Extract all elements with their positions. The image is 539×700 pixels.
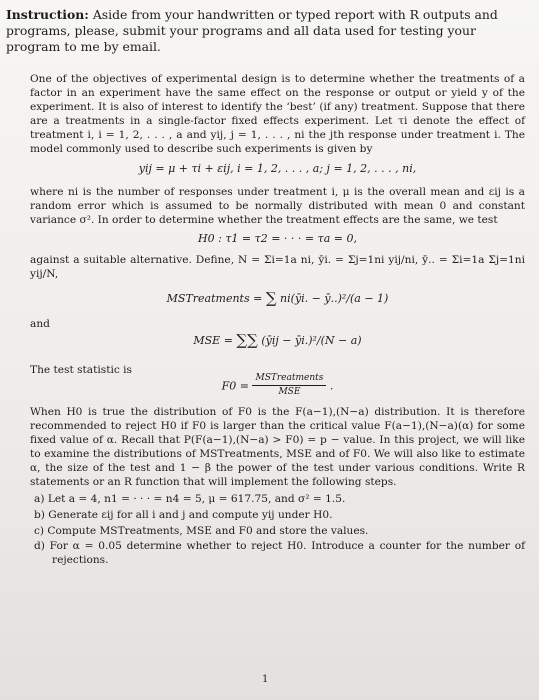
page-number: 1	[262, 674, 269, 685]
list-item: a) Let a = 4, n1 = · · · = n4 = 5, μ = 617.75, and σ² = 1.5.	[34, 492, 346, 505]
sum-symbol: ∑	[265, 288, 277, 307]
f0-lhs: F0 =	[221, 378, 249, 392]
ms-treatments-rhs: ni(ȳi. − ȳ..)²/(a − 1)	[280, 291, 389, 305]
null-hypothesis: H0 : τ1 = τ2 = · · · = τa = 0,	[198, 232, 357, 246]
list-item: c) Compute MSTreatments, MSE and F0 and store the values.	[34, 524, 369, 537]
model-equation: yij = μ + τi + εij, i = 1, 2, . . . , a; j = 1, 2, . . . , ni,	[138, 162, 417, 176]
mse-rhs: (ȳij − ȳi.)²/(N − a)	[261, 333, 362, 347]
problem-body	[30, 73, 525, 568]
definitions-paragraph: against a suitable alternative. Define, N = Σi=1a ni, ȳi. = Σj=1ni yij/ni, ȳ.. = Σi=1a Σj=1ni yij/N,	[30, 253, 525, 280]
instruction-text: Aside from your handwritten or typed report with R outputs and programs, please, submit your programs and all data used for testing your program to me by email.	[6, 7, 498, 54]
list-item: d) For α = 0.05 determine whether to reject H0. Introduce a counter for the number of rejections.	[34, 540, 525, 567]
model-description: where ni is the number of responses under treatment i, μ is the overall mean and εij is a random error which is assumed to be normally distributed with mean 0 and constant variance σ². In order to determine whether the treatment effects are the same, we test	[30, 186, 525, 227]
mse-equation	[30, 330, 525, 349]
f0-numerator: MSTreatments	[252, 372, 326, 387]
f0-period: .	[329, 378, 334, 392]
mse-lhs: MSE =	[193, 333, 233, 347]
instruction-label: Instruction:	[6, 7, 89, 22]
step-list	[30, 493, 525, 569]
list-item: b) Generate εij for all i and j and compute yij under H0.	[34, 508, 333, 521]
test-statistic-label: The test statistic is	[30, 363, 132, 376]
ms-treatments-equation	[30, 288, 525, 307]
f0-fraction	[252, 372, 326, 401]
and-label: and	[30, 317, 50, 330]
intro-paragraph: One of the objectives of experimental design is to determine whether the treatments of a factor in an experiment have the same effect on the response or output or yield y of the experiment. It is also of interest to identify the ‘best’ (if any) treatment. Suppose that there are a treatments in a single-factor fixed effects experiment. Let τi denote the effect of treatment i, i = 1, 2, . . . , a and yij, j = 1, . . . , ni the jth response under treatment i. The model commonly used to describe such experiments is given by	[30, 73, 525, 155]
double-sum-symbol: ∑∑	[236, 330, 258, 349]
ms-treatments-lhs: MSTreatments =	[166, 291, 263, 305]
instruction-block	[6, 7, 534, 55]
f0-denominator: MSE	[278, 387, 301, 398]
conclusion-paragraph: When H0 is true the distribution of F0 is the F(a−1),(N−a) distribution. It is therefore recommended to reject H0 if F0 is larger than the critical value F(a−1),(N−a)(α) for some fixed value of α. Recall that P(F(a−1),(N−a) > F0) = p − value. In this project, we will like to examine the distributions of MSTreatments, MSE and of F0. We will also like to estimate α, the size of the test and 1 − β the power of the test under various conditions. Write R statements or an R function that will implement the following steps.	[30, 406, 525, 488]
